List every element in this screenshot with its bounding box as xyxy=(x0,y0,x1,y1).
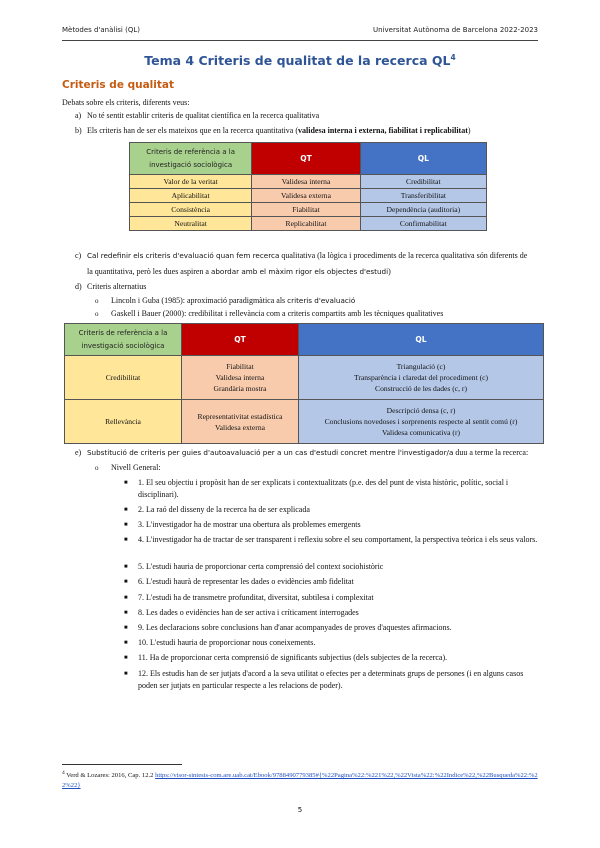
criteri-item: 3. L'investigador ha de mostrar una obertura als problemes emergents xyxy=(138,520,361,529)
section-heading: Criteris de qualitat xyxy=(62,79,174,91)
item-c-line2: la quantitativa, però les dues aspiren a abordar amb el màxim rigor els objectes d'estudi) xyxy=(87,267,391,276)
t2-ql-cell: Triangulació (c) Transparència i claredat del procediment (c) Construcció de les dades (c, r) xyxy=(299,356,544,400)
t1-cell: Valor de la veritat xyxy=(130,175,252,189)
page-number: 5 xyxy=(297,806,303,814)
t1-cell: Fiabilitat xyxy=(252,203,360,217)
item-a-text: No té sentit establir criteris de qualitat científica en la recerca qualitativa xyxy=(87,111,320,120)
criteri-item: 5. L'estudi hauria de proporcionar certa comprensió del context sociohistòric xyxy=(138,562,384,571)
criteri-item: 11. Ha de proporcionar certa comprensió de significants subjectius (dels subjectes de la recerca). xyxy=(138,653,448,662)
footnote: $^4$ Verd & Lozares: 2016, Cap. 12.2 https://visor-sintesis-com.are.uab.cat/Ebook/9788490779385#{%22Pagina%22:%221%22,%22Vista%22:%22Indice%22,%22Busqueda%22:%22%22} xyxy=(62,770,538,790)
bullet-circle: o xyxy=(95,464,99,472)
criteri-item: 12. Els estudis han de ser jutjats d'acord a la seva utilitat o efectes per a determinats grups de persones (i en alguns casos poden ser jutjats en particular respecte a les relacions de poder). xyxy=(138,669,524,690)
item-d-marker: d) xyxy=(75,282,82,291)
t1-cell: Confirmabilitat xyxy=(360,217,486,231)
t1-cell: Validesa interna xyxy=(252,175,360,189)
page-header xyxy=(62,26,538,41)
bullet-square: ■ xyxy=(124,640,128,646)
item-c-line1: Cal redefinir els criteris d'evaluació quan fem recerca qualitativa (la lògica i procediments de la recerca qualitativa són diferents de xyxy=(87,251,528,260)
footnote-link[interactable]: https://visor-sintesis-com.are.uab.cat/Ebook/9788490779385#{%22Pagina%22:%221%22,%22Vista%22:%22Indice%22,%22Busqueda%22:%22%22} xyxy=(62,772,538,790)
t2-row-label: Credibilitat xyxy=(65,356,182,400)
intro-text: Debats sobre els criteris, diferents veus: xyxy=(62,98,190,107)
t2-head-qt: QT xyxy=(182,324,299,356)
alt-criteria-1: Lincoln i Guba (1985): aproximació paradigmàtica als criteris d'evaluació xyxy=(111,296,356,305)
criteri-item: 7. L'estudi ha de transmetre profunditat, diversitat, subtilesa i complexitat xyxy=(138,593,374,602)
criteria-table-2 xyxy=(64,323,544,444)
footnote-divider xyxy=(62,764,182,765)
criteri-item: 1. El seu objectiu i propòsit han de ser explicats i contextualitzats (p.e. des del punt de vista històric, polític, social i disciplinari). xyxy=(138,478,509,499)
header-university: Universitat Autònoma de Barcelona 2022-2023 xyxy=(372,26,538,34)
t2-qt-cell: Fiabilitat Validesa interna Grandària mostra xyxy=(182,356,299,400)
alt-criteria-2: Gaskell i Bauer (2000): credibilitat i rellevància com a criteris compartits amb les tècniques qualitatives xyxy=(111,309,444,318)
t1-head-ql: QL xyxy=(360,143,486,175)
bullet-square: ■ xyxy=(124,522,128,528)
criteri-item: 8. Les dades o evidències han de ser activa i críticament interrogades xyxy=(138,608,359,617)
item-b-bold: validesa interna i externa, fiabilitat i replicabilitat xyxy=(298,126,468,135)
page-title: Tema 4 Criteris de qualitat de la recerca $QL^4$ xyxy=(144,53,456,69)
bullet-square: ■ xyxy=(124,564,128,570)
t1-cell: Transferibilitat xyxy=(360,189,486,203)
t1-head-qt: QT xyxy=(252,143,360,175)
t1-cell: Consistència xyxy=(130,203,252,217)
bullet-square: ■ xyxy=(124,507,128,513)
t1-head-criteria: Criteris de referència a la investigació sociològica xyxy=(130,143,252,175)
header-course: Mètodes d'anàlisi (QL) xyxy=(62,26,140,34)
t1-cell: Replicabilitat xyxy=(252,217,360,231)
bullet-square: ■ xyxy=(124,671,128,677)
bullet-circle: o xyxy=(95,297,99,305)
criteria-table-1 xyxy=(129,142,487,231)
bullet-square: ■ xyxy=(124,610,128,616)
item-b-text: Els criteris han de ser els mateixos que en la recerca quantitativa (validesa interna i externa, fiabilitat i replicabilitat) xyxy=(87,126,471,135)
item-e-handwritten: Substitució de criteris per guies d'autoavaluació per a un cas d'estudi concret mentre l'investigador/a xyxy=(87,448,454,457)
item-c-handwritten-2: abordar amb el màxim rigor els objectes d'estudi xyxy=(210,267,389,276)
nivell-general: Nivell General: xyxy=(111,463,161,472)
bullet-square: ■ xyxy=(124,625,128,631)
bullet-square: ■ xyxy=(124,537,128,543)
criteri-item: 9. Les declaracions sobre conclusions han d'anar acompanyades de proves d'aquestes afirmacions. xyxy=(138,623,452,632)
alt1-handwritten: criteris d'evaluació xyxy=(287,296,356,305)
item-c-marker: c) xyxy=(75,251,82,260)
item-e-text: Substitució de criteris per guies d'autoavaluació per a un cas d'estudi concret mentre l'investigador/a duu a terme la recerca: xyxy=(87,448,529,457)
item-b-marker: b) xyxy=(75,126,82,135)
item-a-marker: a) xyxy=(75,111,82,120)
t2-row-label: Rellevància xyxy=(65,400,182,444)
t1-cell: Validesa externa xyxy=(252,189,360,203)
criteri-item: 4. L'investigador ha de tractar de ser transparent i reflexiu sobre el seu comportament, la perspectiva teòrica i els seus valors. xyxy=(138,535,538,544)
bullet-square: ■ xyxy=(124,579,128,585)
t2-ql-cell: Descripció densa (c, r) Conclusions novedoses i sorprenents respecte al sentit comú (r) Validesa comunicativa (r) xyxy=(299,400,544,444)
t2-qt-cell: Representativitat estadística Validesa externa xyxy=(182,400,299,444)
item-d-text: Criteris alternatius xyxy=(87,282,147,291)
bullet-square: ■ xyxy=(124,655,128,661)
criteri-item: 10. L'estudi hauria de proporcionar nous coneixements. xyxy=(138,638,316,647)
t1-cell: Credibilitat xyxy=(360,175,486,189)
item-e-marker: e) xyxy=(75,448,82,457)
item-c-handwritten: Cal redefinir els criteris d'evaluació quan fem recerca xyxy=(87,251,280,260)
t2-head-ql: QL xyxy=(299,324,544,356)
bullet-circle: o xyxy=(95,310,99,318)
t1-cell: Dependència (auditoria) xyxy=(360,203,486,217)
bullet-square: ■ xyxy=(124,480,128,486)
t1-cell: Neutralitat xyxy=(130,217,252,231)
criteri-item: 2. La raó del disseny de la recerca ha de ser explicada xyxy=(138,505,310,514)
bullet-square: ■ xyxy=(124,595,128,601)
t2-head-criteria: Criteris de referència a la investigació sociològica xyxy=(65,324,182,356)
title-footnote-ref: 4 xyxy=(450,53,456,62)
t1-cell: Aplicabilitat xyxy=(130,189,252,203)
criteri-item: 6. L'estudi haurà de representar les dades o evidències amb fidelitat xyxy=(138,577,354,586)
